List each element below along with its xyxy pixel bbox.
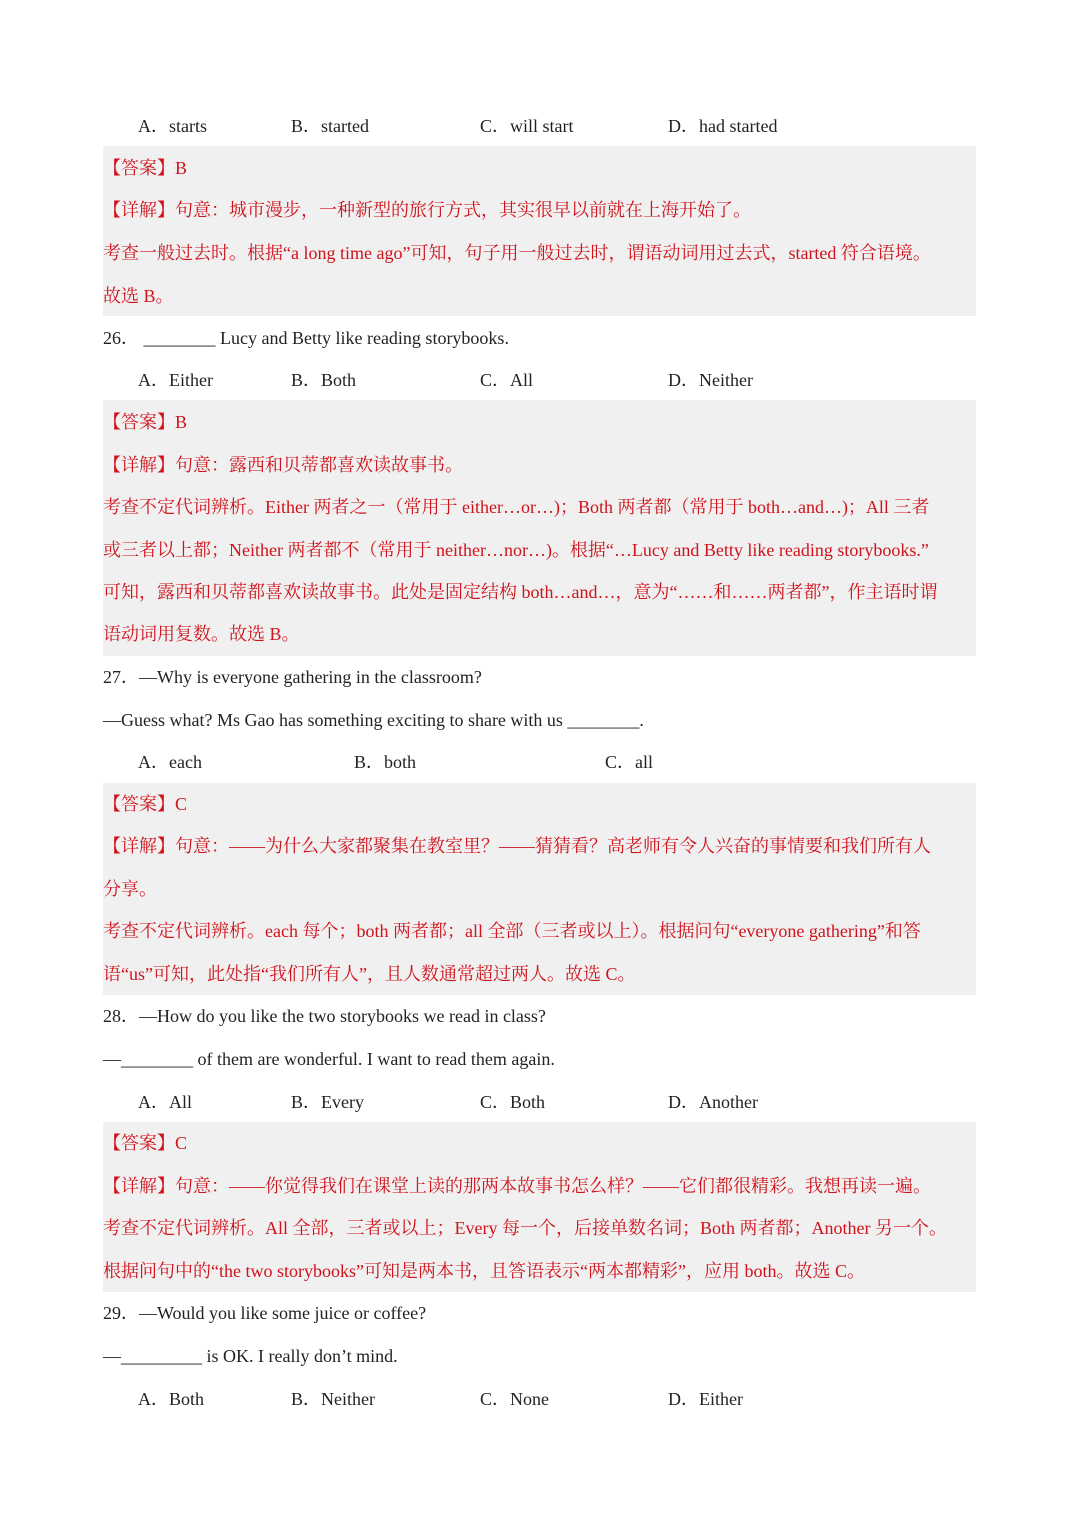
q27-detail-line: 分享。	[103, 879, 157, 899]
q27-option-a: A．each	[138, 752, 202, 772]
q29-option-d: D．Either	[668, 1389, 743, 1409]
q27-answer: 【答案】C	[103, 794, 188, 814]
q26-explain-line: 语动词用复数。故选 B。	[103, 624, 300, 644]
q26-option-b: B．Both	[291, 370, 357, 390]
q28-detail: 【详解】句意：——你觉得我们在课堂上读的那两本故事书怎么样？——它们都很精彩。我想再读一遍。	[103, 1176, 931, 1196]
q27-explain-line: 语“us”可知，此处指“我们所有人”，且人数通常超过两人。故选 C。	[103, 964, 636, 984]
q27-option-c: C．all	[605, 752, 653, 772]
q29-stem-question: 29．—Would you like some juice or coffee?	[103, 1303, 427, 1323]
q25-option-a: A．starts	[138, 116, 207, 136]
q26-explain-line: 可知，露西和贝蒂都喜欢读故事书。此处是固定结构 both…and…，意为“……和……两者都”，作主语时谓	[103, 582, 938, 602]
q28-option-a: A．All	[138, 1092, 192, 1112]
q28-stem-question: 28．—How do you like the two storybooks we read in class?	[103, 1006, 546, 1026]
q28-explain-line: 考查不定代词辨析。All 全部，三者或以上；Every 每一个，后接单数名词；Both 两者都；Another 另一个。	[103, 1218, 947, 1238]
q26-stem: 26． ________ Lucy and Betty like reading storybooks.	[103, 328, 509, 348]
q25-option-d: D．had started	[668, 116, 778, 136]
q28-stem-reply: —________ of them are wonderful. I want to read them again.	[103, 1049, 555, 1069]
q25-explain-line: 考查一般过去时。根据“a long time ago”可知，句子用一般过去时，谓语动词用过去式，started 符合语境。	[103, 243, 931, 263]
q26-option-a: A．Either	[138, 370, 213, 390]
q27-explain-line: 考查不定代词辨析。each 每个；both 两者都；all 全部（三者或以上）。根据问句“everyone gathering”和答	[103, 921, 921, 941]
q26-option-c: C．All	[480, 370, 534, 390]
q26-answer-box	[103, 400, 976, 656]
q28-option-c: C．Both	[480, 1092, 546, 1112]
q25-answer: 【答案】B	[103, 158, 188, 178]
q27-detail-line: 【详解】句意：——为什么大家都聚集在教室里？——猜猜看？高老师有令人兴奋的事情要和我们所有人	[103, 836, 931, 856]
q29-option-a: A．Both	[138, 1389, 205, 1409]
q25-explain-line: 故选 B。	[103, 286, 174, 306]
q26-option-d: D．Neither	[668, 370, 753, 390]
q26-answer: 【答案】B	[103, 412, 188, 432]
q28-explain-line: 根据问句中的“the two storybooks”可知是两本书，且答语表示“两本都精彩”，应用 both。故选 C。	[103, 1261, 865, 1281]
q28-answer: 【答案】C	[103, 1133, 188, 1153]
q29-option-b: B．Neither	[291, 1389, 375, 1409]
q25-answer-box	[103, 146, 976, 316]
q27-stem-question: 27．—Why is everyone gathering in the classroom?	[103, 667, 482, 687]
q28-option-d: D．Another	[668, 1092, 758, 1112]
q25-option-b: B．started	[291, 116, 369, 136]
q29-stem-reply: —_________ is OK. I really don’t mind.	[103, 1346, 398, 1366]
q26-explain-line: 考查不定代词辨析。Either 两者之一（常用于 either…or…)；Both 两者都（常用于 both…and…)；All 三者	[103, 497, 930, 517]
q27-stem-reply: —Guess what? Ms Gao has something exciting to share with us ________.	[103, 710, 644, 730]
q26-explain-line: 或三者以上都；Neither 两者都不（常用于 neither…nor…)。根据“…Lucy and Betty like reading storybooks.”	[103, 540, 929, 560]
q28-option-b: B．Every	[291, 1092, 364, 1112]
q25-option-c: C．will start	[480, 116, 574, 136]
q25-detail: 【详解】句意：城市漫步，一种新型的旅行方式，其实很早以前就在上海开始了。	[103, 200, 751, 220]
q26-detail: 【详解】句意：露西和贝蒂都喜欢读故事书。	[103, 455, 463, 475]
q29-option-c: C．None	[480, 1389, 549, 1409]
q27-option-b: B．both	[354, 752, 417, 772]
